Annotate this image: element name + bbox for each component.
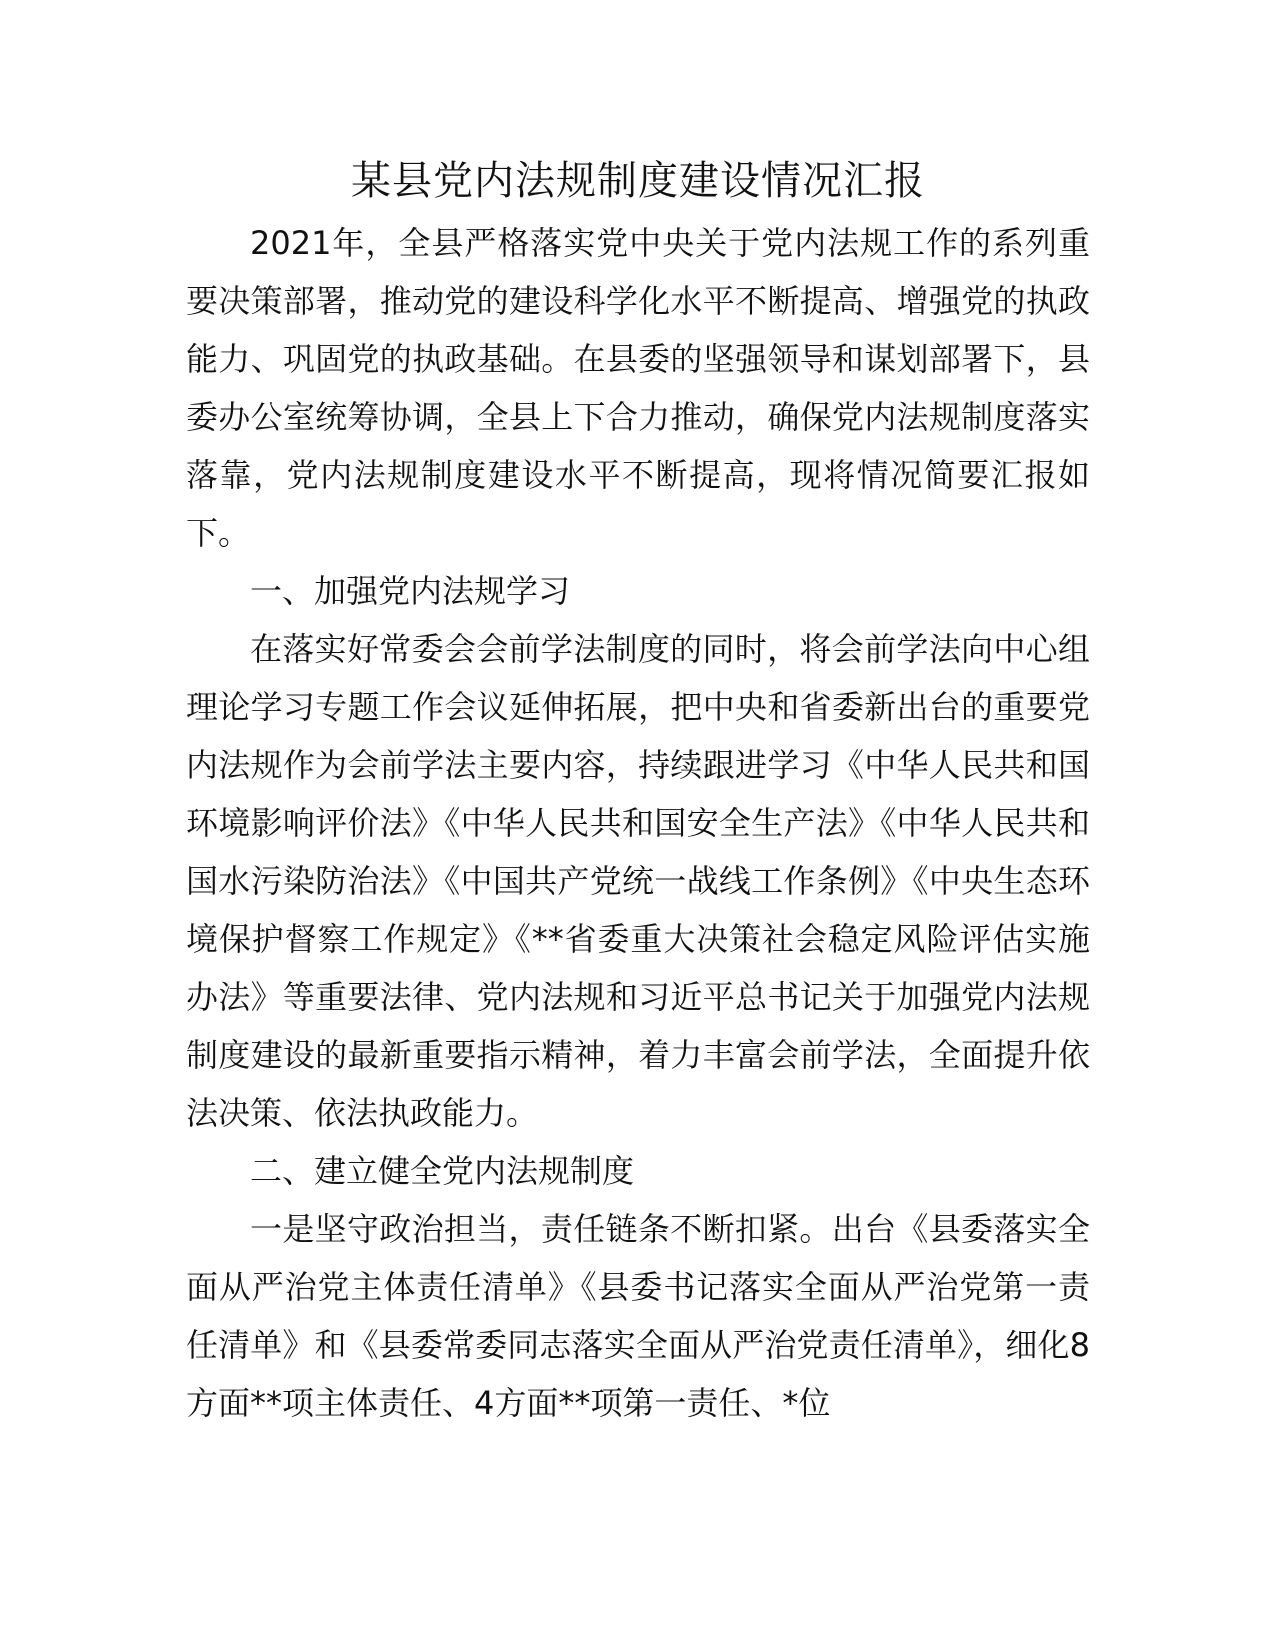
document-title: 某县党内法规制度建设情况汇报	[351, 158, 925, 204]
intro-paragraph: 2021年，全县严格落实党中央关于党内法规工作的系列重要决策部署，推动党的建设科学化水平不断提高、增强党的执政能力、巩固党的执政基础。在县委的坚强领导和谋划部署下，县委办公室统筹协调，全县上下合力推动，确保党内法规制度落实落靠，党内法规制度建设水平不断提高，现将情况简要汇报如下。	[186, 224, 1090, 552]
section-1-paragraph: 在落实好常委会会前学法制度的同时，将会前学法向中心组理论学习专题工作会议延伸拓展，把中央和省委新出台的重要党内法规作为会前学法主要内容，持续跟进学习《中华人民共和国环境影响评价法》《中华人民共和国安全生产法》《中华人民共和国水污染防治法》《中国共产党统一战线工作条例》《中央生态环境保护督察工作规定》《**省委重大决策社会稳定风险评估实施办法》等重要法律、党内法规和习近平总书记关于加强党内法规制度建设的最新重要指示精神，着力丰富会前学法，全面提升依法决策、依法执政能力。	[186, 630, 1090, 1132]
section-heading-2: 二、建立健全党内法规制度	[250, 1152, 635, 1190]
section-heading-1: 一、加强党内法规学习	[250, 572, 571, 610]
document-page	[186, 148, 1090, 1432]
section-2-paragraph: 一是坚守政治担当，责任链条不断扣紧。出台《县委落实全面从严治党主体责任清单》《县委书记落实全面从严治党第一责任清单》和《县委常委同志落实全面从严治党责任清单》，细化8方面**项主体责任、4方面**项第一责任、*位	[186, 1210, 1090, 1422]
